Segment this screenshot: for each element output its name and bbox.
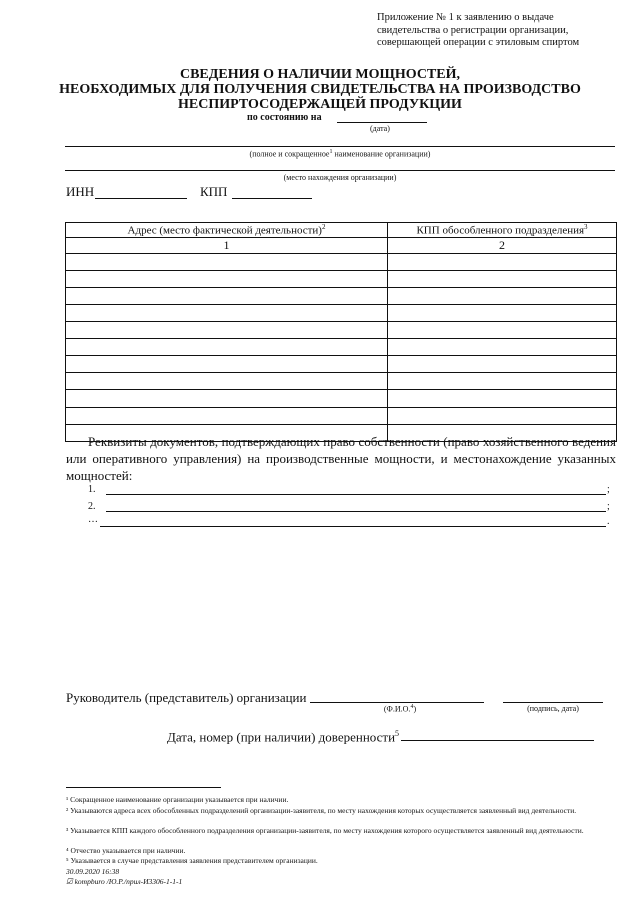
appendix-line: Приложение № 1 к заявлению о выдаче (377, 12, 554, 23)
table-row (66, 390, 617, 407)
table-cell[interactable] (388, 356, 617, 373)
footnote-ref: 4 (410, 704, 414, 710)
requisite-field-3[interactable] (100, 526, 606, 527)
table-cell[interactable] (66, 407, 388, 424)
table-cell[interactable] (66, 270, 388, 287)
table-row (66, 287, 617, 304)
table-cell[interactable] (388, 373, 617, 390)
org-location-caption: (место нахождения организации) (283, 173, 397, 182)
table-cell[interactable] (388, 407, 617, 424)
table-header-row (66, 223, 617, 238)
caption-text: наименование организации) (332, 149, 431, 159)
table-cell[interactable] (66, 287, 388, 304)
date-caption: (дата) (370, 124, 390, 133)
col-address-header (66, 223, 388, 238)
power-of-attorney-label (167, 729, 399, 745)
inn-label: ИНН (66, 184, 95, 199)
requisites-text: Реквизиты документов, подтверждающих право собственности (право хозяйственного ведения или оперативного управления) на производственные мощности, и местонахождение указанных мощностей: (66, 434, 616, 483)
footnote-3: ³ Указывается КПП каждого обособленного подразделения организации-заявителя, по месту нахождения которого осуществляется заявленный вид деятельности. (66, 826, 584, 835)
fio-field[interactable] (310, 702, 484, 703)
caption-text: (полное и сокращенное (249, 149, 330, 159)
table-cell[interactable] (388, 304, 617, 321)
label-text: Дата, номер (при наличии) доверенности (167, 729, 396, 745)
table-cell[interactable] (388, 322, 617, 339)
footnote-2: ² Указываются адреса всех обособленных подразделений организации-заявителя, по месту нахождения которых осуществляется заявленный вид деятельности. (66, 806, 577, 815)
table-row (66, 253, 617, 270)
header-text: КПП обособленного подразделения (416, 224, 585, 237)
requisite-field-2[interactable] (106, 511, 606, 512)
table-row (66, 356, 617, 373)
as-of-label: по состоянию на (247, 112, 322, 123)
appendix-line: совершающей операции с этиловым спиртом (377, 37, 580, 48)
header-text: Адрес (место фактической деятельности) (127, 224, 322, 237)
appendix-line: свидетельства о регистрации организации, (377, 24, 569, 36)
col-number: 1 (66, 237, 388, 253)
table-row (66, 270, 617, 287)
sign-caption: (подпись, дата) (527, 704, 579, 713)
table-cell[interactable] (66, 356, 388, 373)
footnote-4: ⁴ Отчество указывается при наличии. (66, 846, 186, 855)
inn-kpp-row (66, 184, 94, 200)
list-item-number: … (88, 514, 98, 525)
title-line: НЕОБХОДИМЫХ ДЛЯ ПОЛУЧЕНИЯ СВИДЕТЕЛЬСТВА НА ПРОИЗВОДСТВО (59, 82, 581, 97)
caption-text: (Ф.И.О. (383, 704, 411, 714)
footnote-ref: 3 (584, 223, 588, 231)
col-number: 2 (388, 237, 617, 253)
table-cell[interactable] (388, 287, 617, 304)
list-item-number: 1. (88, 484, 96, 495)
document-title (0, 67, 640, 112)
list-item-number: 2. (88, 501, 96, 512)
org-name-field[interactable] (65, 146, 615, 147)
title-line: СВЕДЕНИЯ О НАЛИЧИИ МОЩНОСТЕЙ, (179, 67, 460, 82)
table-row (66, 304, 617, 321)
table-cell[interactable] (388, 253, 617, 270)
table-cell[interactable] (66, 390, 388, 407)
kpp-field[interactable] (232, 198, 312, 199)
requisite-field-1[interactable] (106, 494, 606, 495)
kpp-label: КПП (200, 184, 228, 199)
fio-caption (340, 704, 460, 714)
stamp-date: 30.09.2020 16:38 (66, 867, 120, 876)
table-row (66, 339, 617, 356)
org-location-field[interactable] (65, 170, 615, 171)
power-of-attorney-field[interactable] (401, 740, 594, 741)
col-kpp-header (388, 223, 617, 238)
table-cell[interactable] (66, 339, 388, 356)
list-item-end: ; (607, 484, 610, 495)
table-cell[interactable] (388, 339, 617, 356)
list-item-end: ; (607, 501, 610, 512)
signature-field[interactable] (503, 702, 603, 703)
org-name-caption (65, 149, 615, 159)
table-row (66, 407, 617, 424)
capacities-table (65, 222, 617, 442)
table-cell[interactable] (66, 253, 388, 270)
caption-text: ) (413, 704, 417, 714)
footnote-ref: 5 (395, 729, 400, 738)
table-cell[interactable] (66, 304, 388, 321)
title-line: НЕСПИРТОСОДЕРЖАЩЕЙ ПРОДУКЦИИ (178, 97, 462, 112)
footnote-divider (66, 787, 221, 788)
table-cell[interactable] (66, 322, 388, 339)
head-label: Руководитель (представитель) организации (66, 690, 307, 705)
footnote-5: ⁵ Указывается в случае представления заявления представителем организации. (66, 856, 318, 865)
footnote-1: ¹ Сокращенное наименование организации указывается при наличии. (66, 795, 289, 804)
table-number-row (66, 237, 617, 253)
inn-field[interactable] (95, 198, 187, 199)
footnote-ref: 1 (329, 149, 333, 155)
table-cell[interactable] (66, 373, 388, 390)
stamp-path: ☑ kompburo /Ю.Р./прил-И3306-1-1-1 (66, 877, 183, 886)
list-item-end: . (607, 516, 610, 527)
table-row (66, 373, 617, 390)
date-field[interactable] (337, 122, 427, 123)
table-row (66, 322, 617, 339)
footnote-ref: 2 (321, 223, 326, 231)
appendix-note (377, 12, 579, 50)
table-cell[interactable] (388, 270, 617, 287)
table-cell[interactable] (388, 390, 617, 407)
